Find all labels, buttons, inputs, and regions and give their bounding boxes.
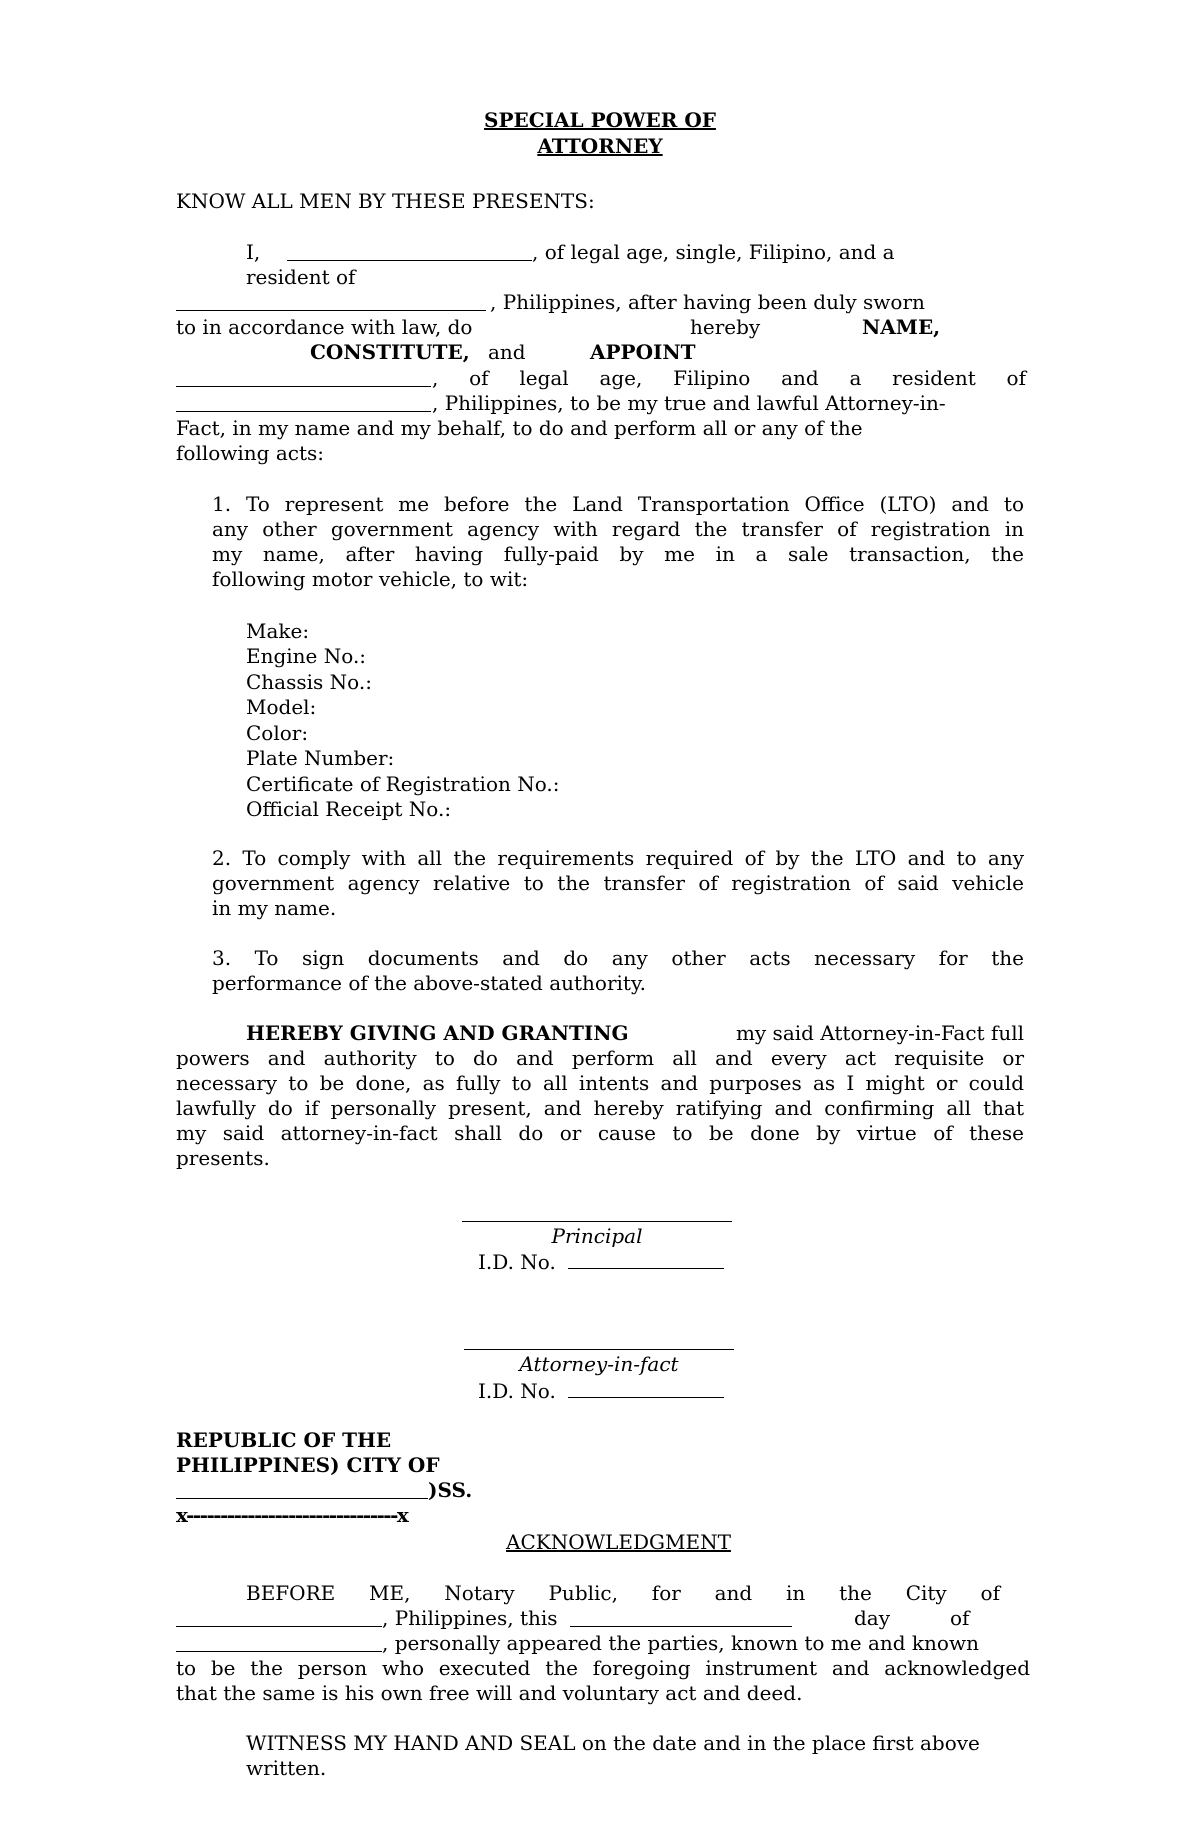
vehicle-field-cr: Certificate of Registration No.: (246, 772, 560, 796)
ack-line-2-day: day (854, 1606, 891, 1630)
attorney-signature-line (464, 1349, 734, 1350)
witness-line-2: written. (246, 1756, 327, 1780)
para1-age-text: , of legal age, single, Filipino, and a (532, 240, 895, 264)
item1-line-3: my name, after having fully-paid by me in a sale transaction, the (212, 542, 1024, 566)
para1-constitute: CONSTITUTE, (310, 340, 470, 364)
item2-line-2: government agency relative to the transfer of registration of said vehicle (212, 871, 1024, 895)
vehicle-field-chassis: Chassis No.: (246, 670, 372, 694)
ack-month-blank (176, 1651, 382, 1652)
para1-resident-of: resident of (246, 265, 356, 289)
ack-date-blank (570, 1626, 792, 1627)
ack-line-5: that the same is his own free will and voluntary act and deed. (176, 1681, 803, 1705)
attorney-id-blank (568, 1397, 724, 1398)
item2-line-1: 2. To comply with all the requirements required of by the LTO and to any (212, 846, 1024, 870)
venue-separator: x-------------------------------x (176, 1503, 408, 1527)
principal-id-label: I.D. No. (478, 1250, 556, 1274)
para1-and: and (488, 340, 526, 364)
para1-phil-text: , Philippines, after having been duly sworn (490, 290, 925, 314)
vehicle-field-or: Official Receipt No.: (246, 797, 452, 821)
venue-line-2: PHILIPPINES) CITY OF (176, 1453, 440, 1477)
ack-line-3: , personally appeared the parties, known to me and known (382, 1631, 979, 1655)
ack-line-2-of: of (950, 1606, 970, 1630)
item1-line-2: any other government agency with regard the transfer of registration in (212, 517, 1024, 541)
ack-city-blank (176, 1626, 382, 1627)
principal-label: Principal (551, 1224, 643, 1248)
item3-line-1: 3. To sign documents and do any other acts necessary for the (212, 946, 1024, 970)
granting-line-1-rest: my said Attorney-in-Fact full (735, 1021, 1024, 1045)
item2-line-3: in my name. (212, 896, 337, 920)
vehicle-field-make: Make: (246, 619, 310, 643)
item1-line-4: following motor vehicle, to wit: (212, 567, 529, 591)
para1-following: following acts: (176, 441, 324, 465)
granting-bold: HEREBY GIVING AND GRANTING (246, 1021, 629, 1045)
intro-heading: KNOW ALL MEN BY THESE PRESENTS: (176, 189, 595, 213)
para1-attorney-age: , of legal age, Filipino and a resident of (432, 366, 1026, 390)
attorney-label: Attorney-in-fact (519, 1352, 679, 1376)
principal-id-blank (568, 1268, 724, 1269)
acknowledgment-heading: ACKNOWLEDGMENT (506, 1530, 731, 1554)
para1-hereby: hereby (690, 315, 761, 339)
granting-line-6: presents. (176, 1146, 270, 1170)
attorney-name-blank (176, 386, 431, 387)
item3-line-2: performance of the above-stated authority. (212, 971, 646, 995)
vehicle-field-model: Model: (246, 695, 317, 719)
attorney-id-label: I.D. No. (478, 1379, 556, 1403)
para1-appoint: APPOINT (590, 340, 696, 364)
venue-ss: )SS. (428, 1478, 473, 1502)
granting-line-3: necessary to be done, as fully to all intents and purposes as I might or could (176, 1071, 1024, 1095)
witness-line-1: WITNESS MY HAND AND SEAL on the date and in the place first above (246, 1731, 980, 1755)
para1-to-in-accordance: to in accordance with law, do (176, 315, 473, 339)
principal-residence-blank (176, 310, 486, 311)
vehicle-field-color: Color: (246, 721, 309, 745)
vehicle-field-plate: Plate Number: (246, 746, 395, 770)
para1-name: NAME, (862, 315, 941, 339)
para1-i: I, (246, 240, 261, 264)
venue-city-blank (176, 1498, 428, 1499)
granting-line-2: powers and authority to do and perform all and every act requisite or (176, 1046, 1024, 1070)
vehicle-field-engine: Engine No.: (246, 644, 367, 668)
ack-line-2-a: , Philippines, this (382, 1606, 558, 1630)
para1-attorney-phil: , Philippines, to be my true and lawful Attorney-in- (432, 391, 946, 415)
item1-line-1: 1. To represent me before the Land Transportation Office (LTO) and to (212, 492, 1024, 516)
title-line-2: ATTORNEY (537, 134, 663, 158)
para1-fact-line: Fact, in my name and my behalf, to do and perform all or any of the (176, 416, 863, 440)
ack-line-1: BEFORE ME, Notary Public, for and in the City of (246, 1581, 1000, 1605)
principal-signature-line (462, 1221, 732, 1222)
venue-line-1: REPUBLIC OF THE (176, 1428, 392, 1452)
attorney-residence-blank (176, 411, 431, 412)
title-line-1: SPECIAL POWER OF (484, 108, 716, 132)
granting-line-4: lawfully do if personally present, and hereby ratifying and confirming all that (176, 1096, 1024, 1120)
ack-line-4: to be the person who executed the foregoing instrument and acknowledged (176, 1656, 1030, 1680)
granting-line-5: my said attorney-in-fact shall do or cause to be done by virtue of these (176, 1121, 1024, 1145)
principal-name-blank (287, 260, 532, 261)
